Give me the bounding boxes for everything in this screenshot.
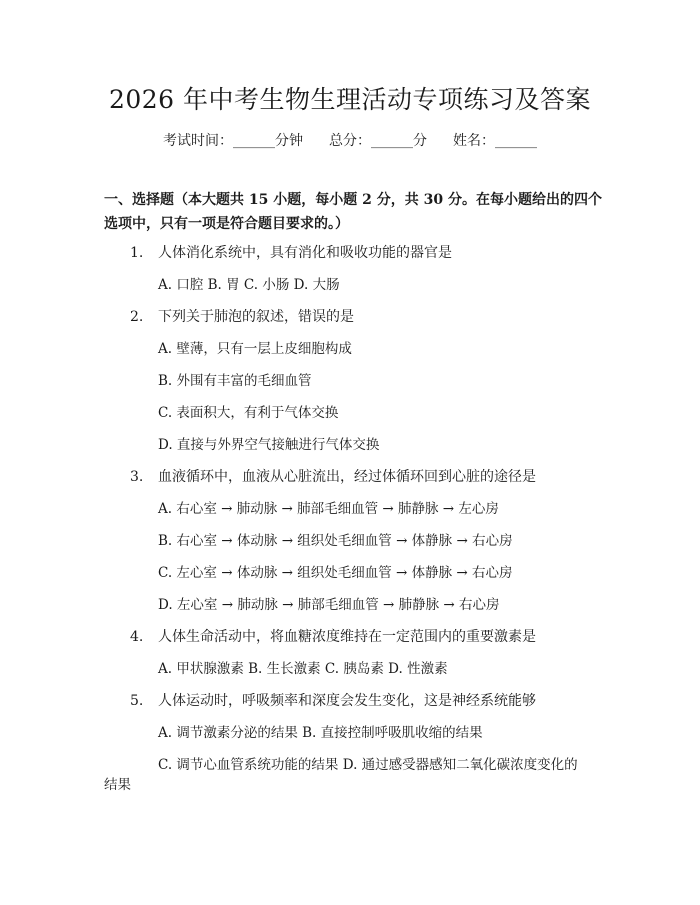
question-number: 5.	[130, 693, 144, 709]
question-3-option-c: C. 左心室 → 体动脉 → 组织处毛细血管 → 体静脉 → 右心房	[158, 565, 513, 581]
question-5	[130, 691, 536, 711]
question-stem: 下列关于肺泡的叙述，错误的是	[158, 309, 354, 325]
question-4-options: A. 甲状腺激素 B. 生长激素 C. 胰岛素 D. 性激素	[158, 661, 448, 677]
question-3-option-a: A. 右心室 → 肺动脉 → 肺部毛细血管 → 肺静脉 → 左心房	[158, 501, 499, 517]
question-3-option-b: B. 右心室 → 体动脉 → 组织处毛细血管 → 体静脉 → 右心房	[158, 533, 513, 549]
section-header: 一、选择题（本大题共 15 小题，每小题 2 分，共 30 分。在每小题给出的四个选项中，只有一项是符合题目要求的。）	[104, 192, 602, 232]
question-stem: 人体消化系统中，具有消化和吸收功能的器官是	[158, 245, 452, 261]
question-5-options-cd: C. 调节心血管系统功能的结果 D. 通过感受器感知二氧化碳浓度变化的	[158, 757, 578, 773]
question-number: 1.	[130, 245, 144, 261]
question-2-option-d: D. 直接与外界空气接触进行气体交换	[158, 437, 380, 453]
exam-meta	[0, 131, 700, 151]
student-name-field: 姓名：______	[453, 133, 537, 149]
question-4	[130, 627, 536, 647]
page-title: 2026 年中考生物生理活动专项练习及答案	[108, 85, 592, 114]
question-1	[130, 243, 452, 263]
question-5-options-ab: A. 调节激素分泌的结果 B. 直接控制呼吸肌收缩的结果	[158, 725, 483, 741]
exam-time-field: 考试时间：______分钟	[163, 133, 303, 149]
question-number: 4.	[130, 629, 144, 645]
question-2	[130, 307, 354, 327]
question-5-option-continuation: 结果	[104, 777, 131, 793]
question-number: 3.	[130, 469, 144, 485]
question-stem: 人体运动时，呼吸频率和深度会发生变化，这是神经系统能够	[158, 693, 536, 709]
question-3	[130, 467, 536, 487]
question-2-option-b: B. 外围有丰富的毛细血管	[158, 373, 312, 389]
question-3-option-d: D. 左心室 → 肺动脉 → 肺部毛细血管 → 肺静脉 → 右心房	[158, 597, 500, 613]
question-stem: 血液循环中，血液从心脏流出，经过体循环回到心脏的途径是	[158, 469, 536, 485]
question-number: 2.	[130, 309, 144, 325]
question-2-option-c: C. 表面积大，有利于气体交换	[158, 405, 339, 421]
question-stem: 人体生命活动中，将血糖浓度维持在一定范围内的重要激素是	[158, 629, 536, 645]
question-2-option-a: A. 壁薄，只有一层上皮细胞构成	[158, 341, 352, 357]
total-score-field: 总分：______分	[329, 133, 427, 149]
question-1-options: A. 口腔 B. 胃 C. 小肠 D. 大肠	[158, 277, 340, 293]
